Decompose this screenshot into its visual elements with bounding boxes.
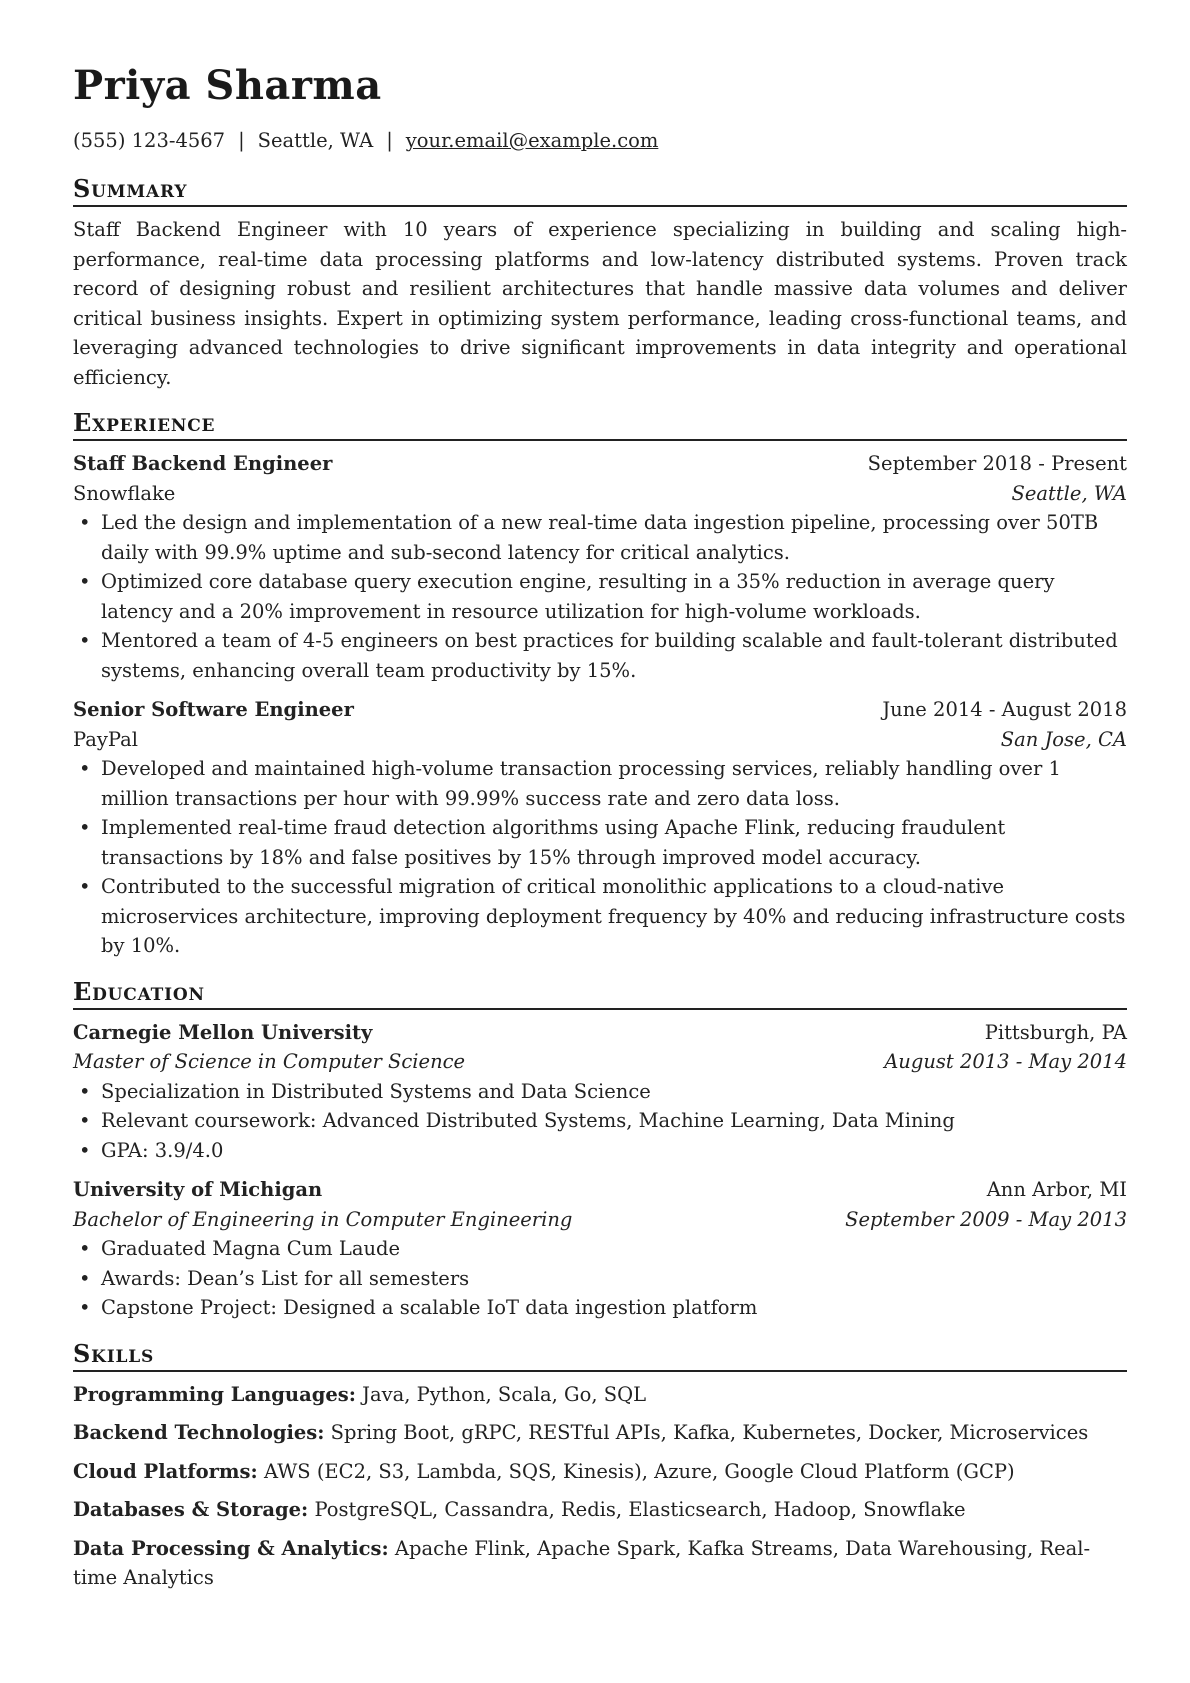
experience-section [73, 408, 1127, 961]
job-title: Staff Backend Engineer [73, 452, 333, 475]
section-title-skills: Skills [73, 1339, 1127, 1372]
summary-section [73, 174, 1127, 392]
skill-line [73, 1418, 1127, 1448]
skill-label: Backend Technologies: [73, 1421, 325, 1444]
section-title-education: Education [73, 977, 1127, 1010]
job-dates: June 2014 - August 2018 [882, 698, 1127, 721]
email-link[interactable]: your.email@example.com [405, 129, 659, 152]
section-title-summary: Summary [73, 174, 1127, 207]
summary-text: Staff Backend Engineer with 10 years of experience specializing in building and scaling high-performance, real-time data processing platforms and low-latency distributed systems. Proven track record of designing robust and resilient architectures that handle massive data volumes and deliver critical business insights. Expert in optimizing system performance, leading cross-functional teams, and leveraging advanced technologies to drive significant improvements in data integrity and operational efficiency. [73, 218, 1127, 389]
contact-line [73, 126, 1127, 156]
bullet-item: • Graduated Magna Cum Laude [73, 1234, 1127, 1264]
bullet-item: • Specialization in Distributed Systems and Data Science [73, 1077, 1127, 1107]
bullet-item: • Capstone Project: Designed a scalable IoT data ingestion platform [73, 1293, 1127, 1323]
skill-line [73, 1380, 1127, 1410]
contact-separator: | [238, 129, 245, 152]
bullet-item: • Mentored a team of 4-5 engineers on best practices for building scalable and fault-tolerant distributed systems, enhancing overall team productivity by 15%. [73, 626, 1127, 685]
school-location: Ann Arbor, MI [986, 1178, 1127, 1201]
job-title: Senior Software Engineer [73, 698, 354, 721]
skill-label: Databases & Storage: [73, 1498, 309, 1521]
skill-label: Data Processing & Analytics: [73, 1536, 389, 1560]
company-name: Snowflake [73, 481, 176, 505]
education-bullets [73, 1077, 1127, 1166]
bullet-item: • Developed and maintained high-volume transaction processing services, reliably handling over 1 million transactions per hour with 99.99% success rate and zero data loss. [73, 754, 1127, 813]
education-bullets [73, 1234, 1127, 1323]
job-entry [73, 449, 1127, 685]
skill-value: Apache Flink, Apache Spark, Kafka Streams, Data Warehousing, Real-time Analytics [73, 1536, 1091, 1589]
skill-value: AWS (EC2, S3, Lambda, SQS, Kinesis), Azure, Google Cloud Platform (GCP) [263, 1459, 1015, 1483]
education-entry [73, 1018, 1127, 1166]
education-dates: September 2009 - May 2013 [845, 1207, 1127, 1231]
degree-name: Bachelor of Engineering in Computer Engineering [73, 1207, 573, 1231]
resume-page [73, 58, 1127, 1593]
skills-section [73, 1339, 1127, 1593]
skill-label: Cloud Platforms: [73, 1459, 258, 1483]
bullet-item: • Led the design and implementation of a new real-time data ingestion pipeline, processing over 50TB daily with 99.9% uptime and sub-second latency for critical analytics. [73, 508, 1127, 567]
company-name: PayPal [73, 727, 138, 751]
job-location: San Jose, CA [1000, 727, 1127, 751]
job-bullets [73, 754, 1127, 961]
education-entry [73, 1175, 1127, 1323]
skill-value: Spring Boot, gRPC, RESTful APIs, Kafka, Kubernetes, Docker, Microservices [330, 1421, 1089, 1444]
bullet-item: • Contributed to the successful migration of critical monolithic applications to a cloud-native microservices architecture, improving deployment frequency by 40% and reducing infrastructure costs by 10%. [73, 872, 1127, 961]
bullet-item: • Relevant coursework: Advanced Distributed Systems, Machine Learning, Data Mining [73, 1106, 1127, 1136]
bullet-item: • Implemented real-time fraud detection algorithms using Apache Flink, reducing fraudulent transactions by 18% and false positives by 15% through improved model accuracy. [73, 813, 1127, 872]
section-title-experience: Experience [73, 408, 1127, 441]
phone-number: (555) 123-4567 [73, 129, 226, 152]
education-dates: August 2013 - May 2014 [884, 1050, 1127, 1073]
job-location: Seattle, WA [1011, 481, 1127, 505]
job-dates: September 2018 - Present [867, 452, 1127, 475]
skill-label: Programming Languages: [73, 1382, 356, 1406]
job-entry [73, 695, 1127, 961]
bullet-item: • GPA: 3.9/4.0 [73, 1136, 1127, 1166]
resume-header [73, 58, 1127, 156]
school-name: University of Michigan [73, 1178, 323, 1201]
skill-line [73, 1457, 1127, 1487]
skill-line [73, 1534, 1127, 1593]
degree-name: Master of Science in Computer Science [73, 1050, 466, 1073]
skill-line [73, 1495, 1127, 1525]
skill-value: PostgreSQL, Cassandra, Redis, Elasticsearch, Hadoop, Snowflake [314, 1498, 966, 1521]
bullet-item: • Awards: Dean’s List for all semesters [73, 1264, 1127, 1294]
education-section [73, 977, 1127, 1323]
candidate-name: Priya Sharma [73, 62, 382, 109]
skill-value: Java, Python, Scala, Go, SQL [362, 1382, 647, 1406]
school-name: Carnegie Mellon University [73, 1020, 373, 1044]
contact-separator: | [386, 129, 393, 152]
job-bullets [73, 508, 1127, 685]
bullet-item: • Optimized core database query execution engine, resulting in a 35% reduction in average query latency and a 20% improvement in resource utilization for high-volume workloads. [73, 567, 1127, 626]
location: Seattle, WA [257, 129, 374, 152]
school-location: Pittsburgh, PA [984, 1020, 1127, 1044]
